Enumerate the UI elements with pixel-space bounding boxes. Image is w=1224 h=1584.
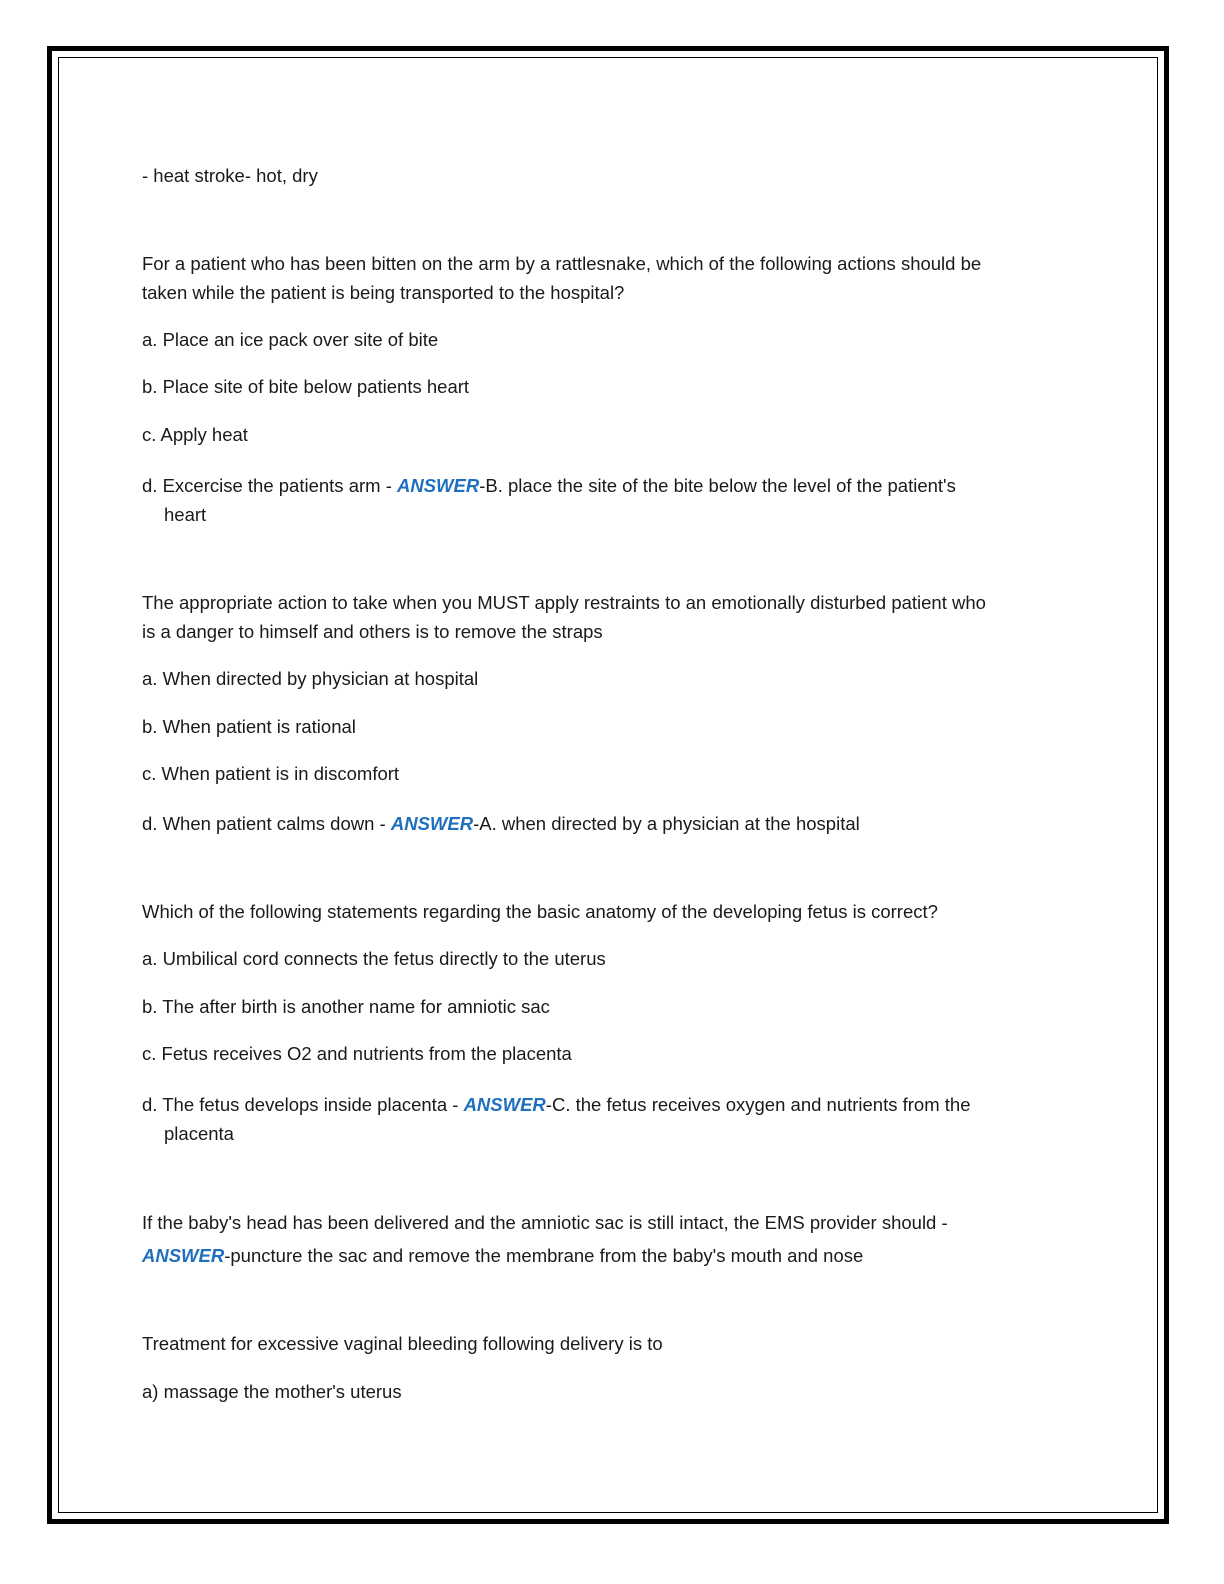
q4-stem: If the baby's head has been delivered and the amniotic sac is still intact, the EMS provider should -: [142, 1212, 948, 1233]
q3-answer-label: ANSWER: [463, 1094, 546, 1115]
q3-answer-text: -C. the fetus receives oxygen and nutrients from the: [545, 1094, 971, 1115]
q1-stem-line-2: taken while the patient is being transported to the hospital?: [142, 282, 625, 303]
q4-answer-line: [142, 1241, 863, 1270]
q1-answer-continuation: heart: [164, 504, 207, 525]
q1-option-d-text: d. Excercise the patients arm -: [142, 475, 397, 496]
q3-option-a: a. Umbilical cord connects the fetus directly to the uterus: [142, 948, 606, 969]
q4-answer-label: ANSWER: [142, 1245, 225, 1266]
q5-option-a: a) massage the mother's uterus: [142, 1381, 402, 1402]
q1-option-d: [142, 471, 1042, 529]
q2-option-c: c. When patient is in discomfort: [142, 763, 400, 784]
q5-stem: Treatment for excessive vaginal bleeding following delivery is to: [142, 1333, 663, 1354]
q1-answer-text: -B. place the site of the bite below the level of the patient's: [479, 475, 956, 496]
q3-option-d-text: d. The fetus develops inside placenta -: [142, 1094, 464, 1115]
q2-answer-text: -A. when directed by a physician at the hospital: [473, 813, 860, 834]
q1-option-b: b. Place site of bite below patients heart: [142, 376, 470, 397]
heat-stroke-line: - heat stroke- hot, dry: [142, 165, 318, 186]
q2-option-d: [142, 809, 860, 838]
q1-answer-label: ANSWER: [397, 475, 480, 496]
q2-answer-label: ANSWER: [390, 813, 474, 834]
q1-stem-line-1: For a patient who has been bitten on the arm by a rattlesnake, which of the following actions should be: [142, 253, 982, 274]
q3-option-d: [142, 1090, 1042, 1148]
q3-stem: Which of the following statements regarding the basic anatomy of the developing fetus is correct?: [142, 901, 938, 922]
q2-stem-line-2: is a danger to himself and others is to remove the straps: [142, 621, 603, 642]
q2-option-d-text: d. When patient calms down -: [142, 813, 391, 834]
q3-answer-continuation: placenta: [164, 1123, 234, 1144]
q1-option-a: a. Place an ice pack over site of bite: [142, 329, 439, 350]
q3-option-c: c. Fetus receives O2 and nutrients from the placenta: [142, 1043, 572, 1064]
q4-answer-text: -puncture the sac and remove the membrane from the baby's mouth and nose: [224, 1245, 864, 1266]
q1-option-c: c. Apply heat: [142, 424, 248, 445]
q2-option-a: a. When directed by physician at hospital: [142, 668, 479, 689]
q2-stem-line-1: The appropriate action to take when you MUST apply restraints to an emotionally disturbed patient who: [142, 592, 986, 613]
q2-option-b: b. When patient is rational: [142, 716, 356, 737]
q3-option-b: b. The after birth is another name for amniotic sac: [142, 996, 550, 1017]
